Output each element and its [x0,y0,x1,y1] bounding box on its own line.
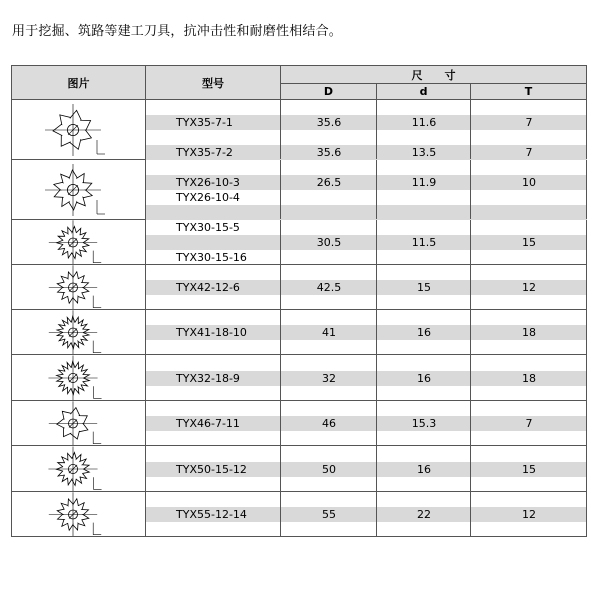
table-border [586,160,587,219]
T-cell [471,250,587,265]
T-cell: 7 [525,116,533,129]
cutter-7-tooth-icon [11,401,146,445]
table-row [146,280,587,295]
column-divider [280,446,281,491]
table-border [11,160,12,219]
table-border [11,310,12,354]
table-group [11,220,587,265]
column-divider [376,100,377,159]
table-row [146,492,587,507]
D-cell: 55 [322,508,336,521]
T-cell: 15 [522,236,536,249]
table-row [146,250,587,265]
T-cell [471,220,587,235]
table-row [146,220,587,235]
D-cell [281,220,377,235]
table-row [146,462,587,477]
table-row [146,235,587,250]
table-row [146,160,587,175]
table-border [586,446,587,491]
table-row [146,145,587,160]
table-row [146,386,587,401]
header-D: D [280,83,377,100]
D-cell: 50 [322,462,336,476]
header-T: T [470,83,587,100]
column-divider [280,355,281,400]
column-divider [470,265,471,309]
cutter-15-tooth-icon [11,220,146,264]
T-cell: 12 [522,508,536,521]
column-divider [280,220,281,264]
table-row [146,522,587,537]
column-divider [376,492,377,536]
table-group [11,401,587,446]
column-divider [280,160,281,219]
table-row [146,401,587,416]
T-cell: 10 [522,176,536,189]
model-cell: TYX46-7-11 [176,417,240,430]
D-cell: 32 [322,371,336,385]
table-row [146,265,587,280]
d-cell: 11.6 [411,116,437,129]
cutter-drawing [11,265,146,309]
column-divider [376,355,377,400]
table-border [586,265,587,309]
column-divider [376,265,377,309]
T-cell: 7 [525,146,533,159]
table-row [146,431,587,446]
table-row [146,416,587,431]
model-cell: TYX55-12-14 [176,508,247,521]
table-border [586,220,587,264]
table-group [11,100,587,160]
table-group [11,492,587,537]
column-divider [280,492,281,536]
table-group [11,446,587,492]
column-divider [470,220,471,264]
cutter-10-tooth-icon [11,160,146,219]
table-group [11,310,587,355]
d-cell: 15 [417,281,431,294]
column-divider [280,265,281,309]
table-row [146,205,587,220]
table-row [146,477,587,492]
cutter-drawing [11,310,146,354]
table-row [146,340,587,355]
table-border [586,100,587,159]
table-border [586,492,587,536]
table-border [586,355,587,400]
d-cell: 13.5 [411,146,437,159]
table-row [146,100,587,115]
table-border [11,492,12,536]
intro-text: 用于挖掘、筑路等建工刀具，抗冲击性和耐磨性相结合。 [12,24,343,39]
model-cell: TYX26-10-4 [176,191,240,204]
table-group [11,265,587,310]
table-row [146,295,587,310]
D-cell: 41 [322,326,336,339]
cutter-12-tooth-icon [11,265,146,309]
cutter-drawing [11,492,146,536]
d-cell: 11.5 [411,236,437,249]
header-model: 型号 [145,65,281,100]
cutter-drawing [11,446,146,491]
model-cell: TYX35-7-2 [176,146,233,159]
column-divider [376,220,377,264]
table-row [146,115,587,130]
model-cell: TYX42-12-6 [176,281,240,294]
model-cell: TYX32-18-9 [176,371,240,385]
T-cell: 18 [522,371,536,385]
column-divider [470,492,471,536]
T-cell: 7 [525,417,533,430]
model-cell: TYX50-15-12 [176,462,247,476]
table-row [146,447,587,462]
table-row [146,507,587,522]
d-cell: 15.3 [411,417,437,430]
header-d: d [376,83,471,100]
cutter-18-tooth-icon [11,355,146,400]
table-group [11,355,587,401]
D-cell: 42.5 [316,281,342,294]
table-row [146,325,587,340]
D-cell: 30.5 [316,236,342,249]
D-cell: 35.6 [316,116,342,129]
T-cell: 12 [522,281,536,294]
d-cell: 16 [417,326,431,339]
D-cell: 26.5 [316,176,342,189]
header-pic: 图片 [11,65,146,100]
table-border [11,220,12,264]
T-cell [471,190,587,205]
table-row [146,371,587,386]
cutter-drawing [11,220,146,264]
model-cell: TYX26-10-3 [176,176,240,189]
table-row [146,130,587,145]
column-divider [280,100,281,159]
cutter-7-tooth-icon [11,100,146,159]
column-divider [470,355,471,400]
column-divider [280,401,281,445]
table-border [586,401,587,445]
d-cell: 22 [417,508,431,521]
column-divider [470,446,471,491]
table-border [11,401,12,445]
table-row [146,175,587,190]
D-cell: 35.6 [316,146,342,159]
D-cell [281,190,377,205]
cutter-15-tooth-icon [11,446,146,491]
spec-table [11,65,587,538]
table-row [146,190,587,205]
D-cell: 46 [322,417,336,430]
model-cell: TYX30-15-16 [176,251,247,264]
column-divider [280,310,281,354]
cutter-drawing [11,401,146,445]
T-cell: 18 [522,326,536,339]
table-border [11,446,12,491]
cutter-drawing [11,355,146,400]
column-divider [376,401,377,445]
T-cell: 15 [522,462,536,476]
cutter-drawing [11,160,146,219]
cutter-drawing [11,100,146,159]
d-cell: 16 [417,371,431,385]
column-divider [376,446,377,491]
d-cell [377,250,471,265]
model-cell: TYX41-18-10 [176,326,247,339]
column-divider [470,310,471,354]
table-border [11,100,12,159]
column-divider [376,160,377,219]
model-cell: TYX30-15-5 [176,221,240,234]
table-row [146,356,587,371]
column-divider [470,160,471,219]
table-border [11,355,12,400]
header-size: 尺 寸 [280,65,587,84]
table-border [586,310,587,354]
d-cell: 16 [417,462,431,476]
column-divider [376,310,377,354]
table-group [11,160,587,220]
d-cell: 11.9 [411,176,437,189]
column-divider [470,100,471,159]
D-cell [281,250,377,265]
column-divider [470,401,471,445]
cutter-12-tooth-icon [11,492,146,536]
d-cell [377,190,471,205]
model-cell: TYX35-7-1 [176,116,233,129]
table-row [146,310,587,325]
cutter-18-tooth-icon [11,310,146,354]
d-cell [377,220,471,235]
table-border [11,265,12,309]
